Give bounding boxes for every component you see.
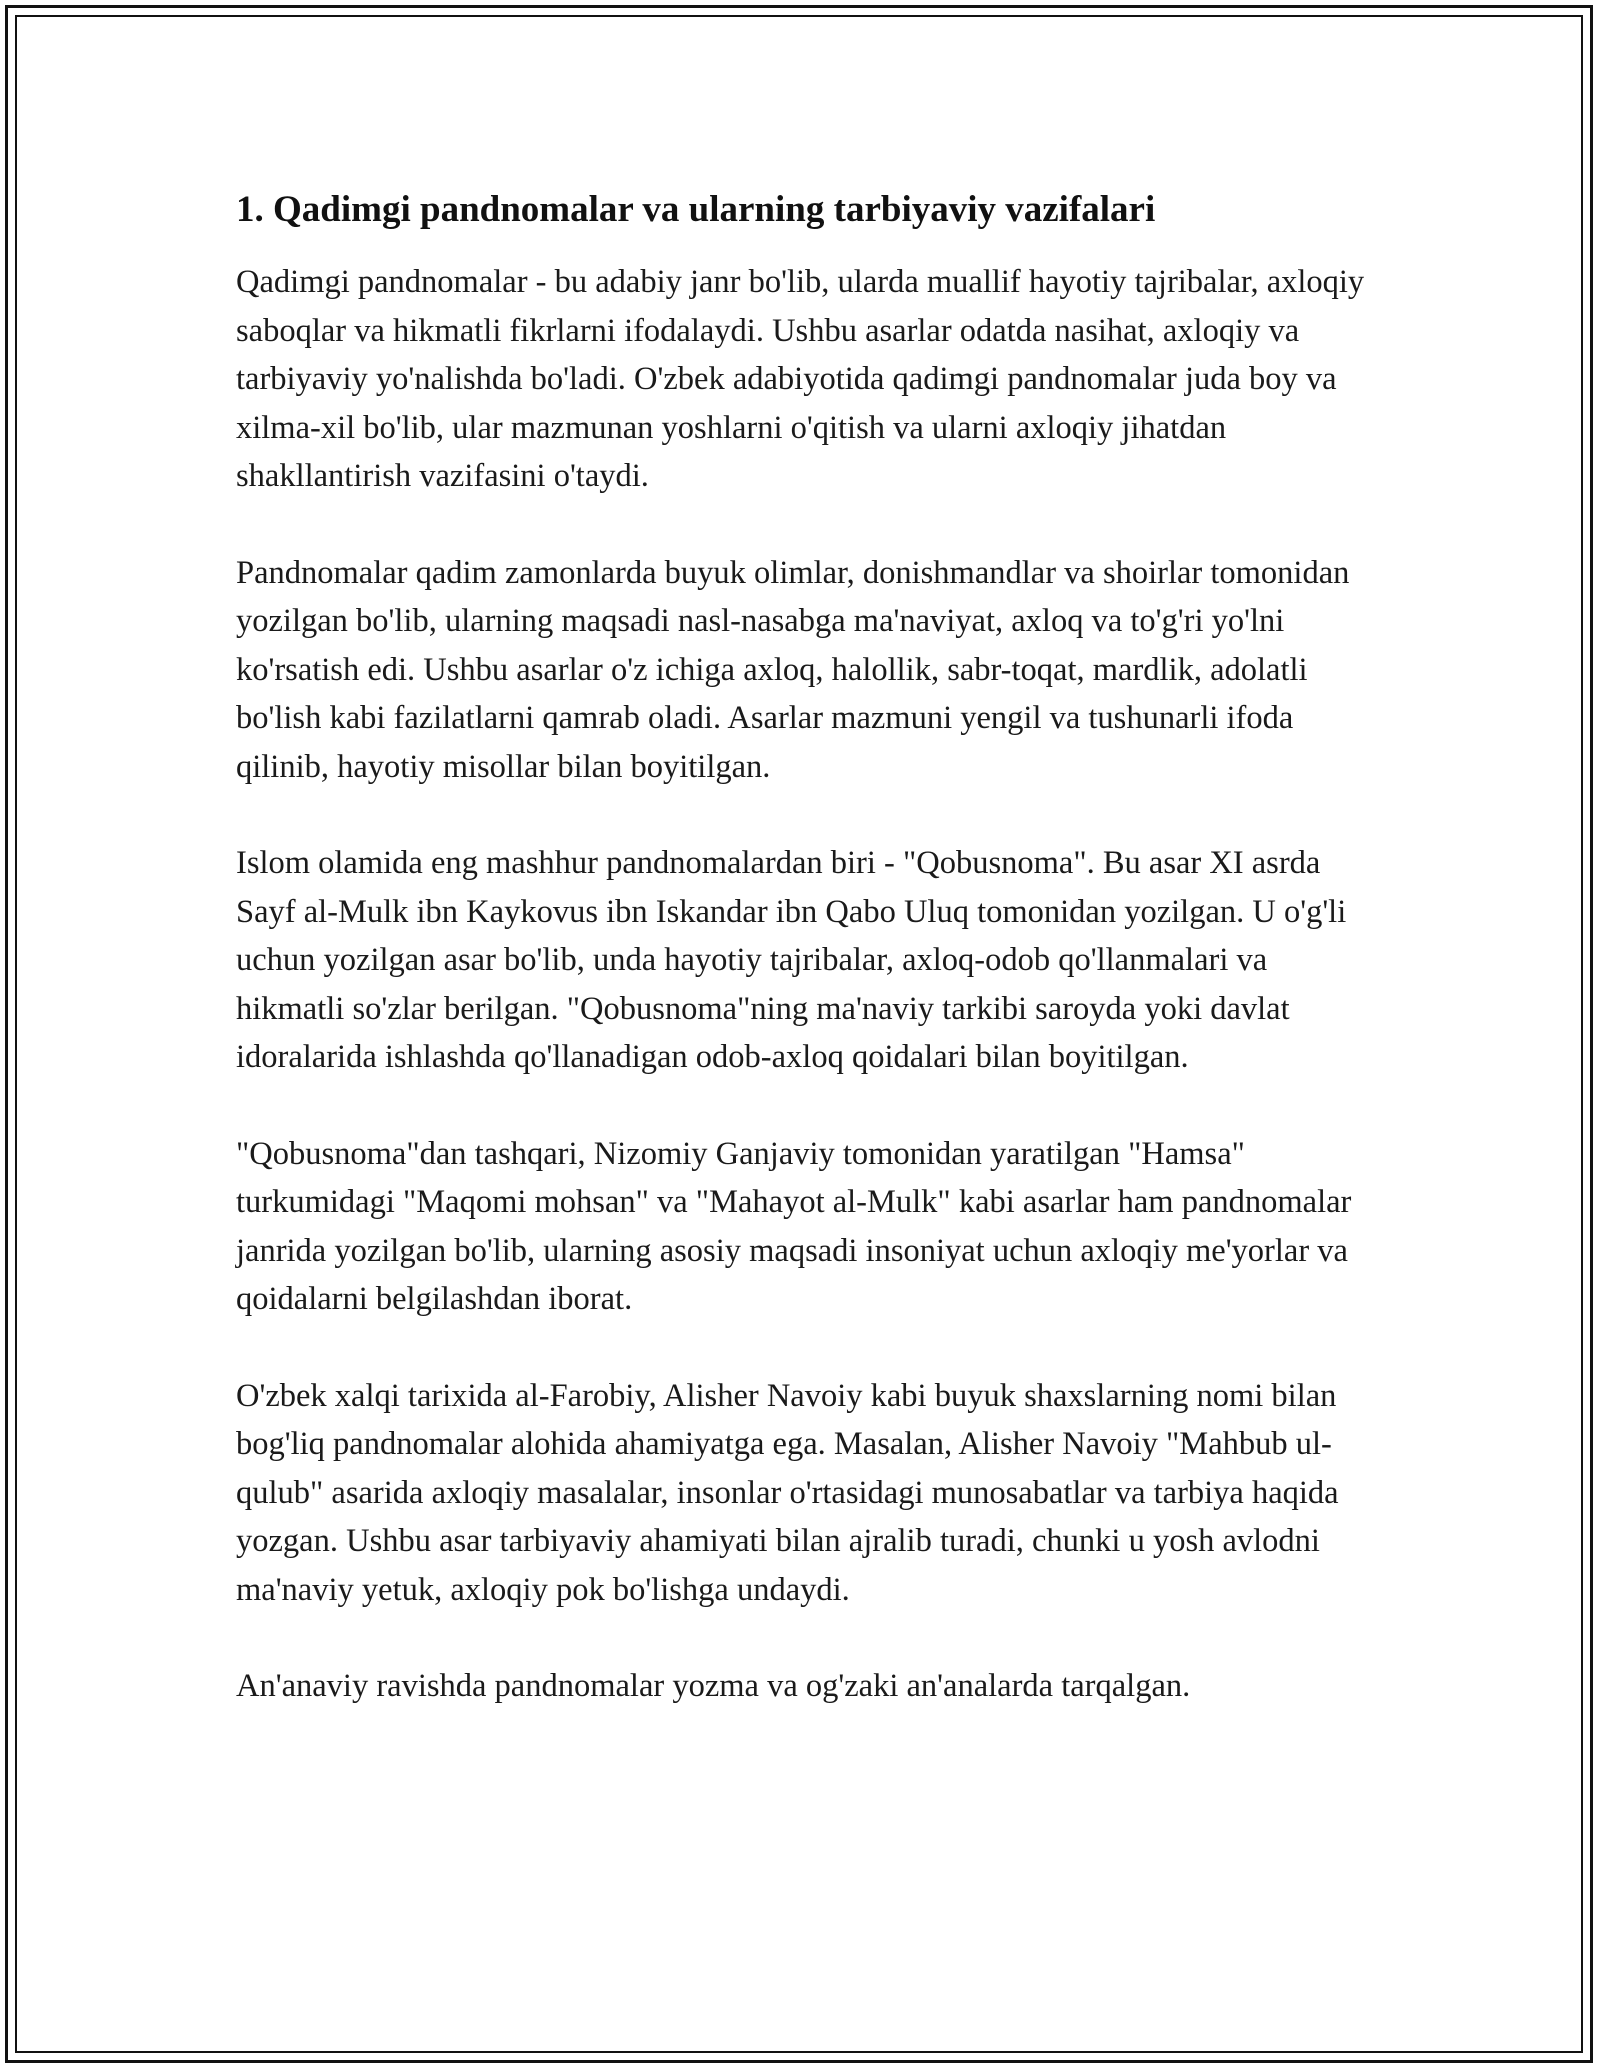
- paragraph-1: Qadimgi pandnomalar - bu adabiy janr bo'lib, ularda muallif hayotiy tajribalar, axloqiy saboqlar va hikmatli fikrlarni ifodalaydi. Ushbu asarlar odatda nasihat, axloqiy va tarbiyaviy yo'nalishda bo'ladi. O'zbek adabiyotida qadimgi pandnomalar juda boy va xilma-xil bo'lib, ular mazmunan yoshlarni o'qitish va ularni axloqiy jihatdan shakllantirish vazifasini o'taydi.: [236, 264, 1365, 494]
- document-body: [236, 186, 1376, 1759]
- paragraph-3: Islom olamida eng mashhur pandnomalardan biri - "Qobusnoma". Bu asar XI asrda Sayf al-Mulk ibn Kaykovus ibn Iskandar ibn Qabo Uluq tomonidan yozilgan. U o'g'li uchun yozilgan asar bo'lib, unda hayotiy tajribalar, axloq-odob qo'llanmalari va hikmatli so'zlar berilgan. "Qobusnoma"ning ma'naviy tarkibi saroyda yoki davlat idoralarida ishlashda qo'llanadigan odob-axloq qoidalari bilan boyitilgan.: [236, 845, 1347, 1075]
- paragraph-6: An'anaviy ravishda pandnomalar yozma va og'zaki an'analarda tarqalgan.: [236, 1668, 1191, 1704]
- paragraph-5: O'zbek xalqi tarixida al-Farobiy, Alisher Navoiy kabi buyuk shaxslarning nomi bilan bog'liq pandnomalar alohida ahamiyatga ega. Masalan, Alisher Navoiy "Mahbub ul-qulub" asarida axloqiy masalalar, insonlar o'rtasidagi munosabatlar va tarbiya haqida yozgan. Ushbu asar tarbiyaviy ahamiyati bilan ajralib turadi, chunki u yosh avlodni ma'naviy yetuk, axloqiy pok bo'lishga undaydi.: [236, 1377, 1339, 1608]
- paragraph-2: Pandnomalar qadim zamonlarda buyuk olimlar, donishmandlar va shoirlar tomonidan yozilgan bo'lib, ularning maqsadi nasl-nasabga ma'naviyat, axloq va to'g'ri yo'lni ko'rsatish edi. Ushbu asarlar o'z ichiga axloq, halollik, sabr-toqat, mardlik, adolatli bo'lish kabi fazilatlarni qamrab oladi. Asarlar mazmuni yengil va tushunarli ifoda qilinib, hayotiy misollar bilan boyitilgan.: [236, 554, 1350, 785]
- section-heading: 1. Qadimgi pandnomalar va ularning tarbiyaviy vazifalari: [236, 189, 1156, 230]
- paragraph-4: "Qobusnoma"dan tashqari, Nizomiy Ganjaviy tomonidan yaratilgan "Hamsa" turkumidagi "Maqomi mohsan" va "Mahayot al-Mulk" kabi asarlar ham pandnomalar janrida yozilgan bo'lib, ularning asosiy maqsadi insoniyat uchun axloqiy me'yorlar va qoidalarni belgilashdan iborat.: [236, 1135, 1352, 1317]
